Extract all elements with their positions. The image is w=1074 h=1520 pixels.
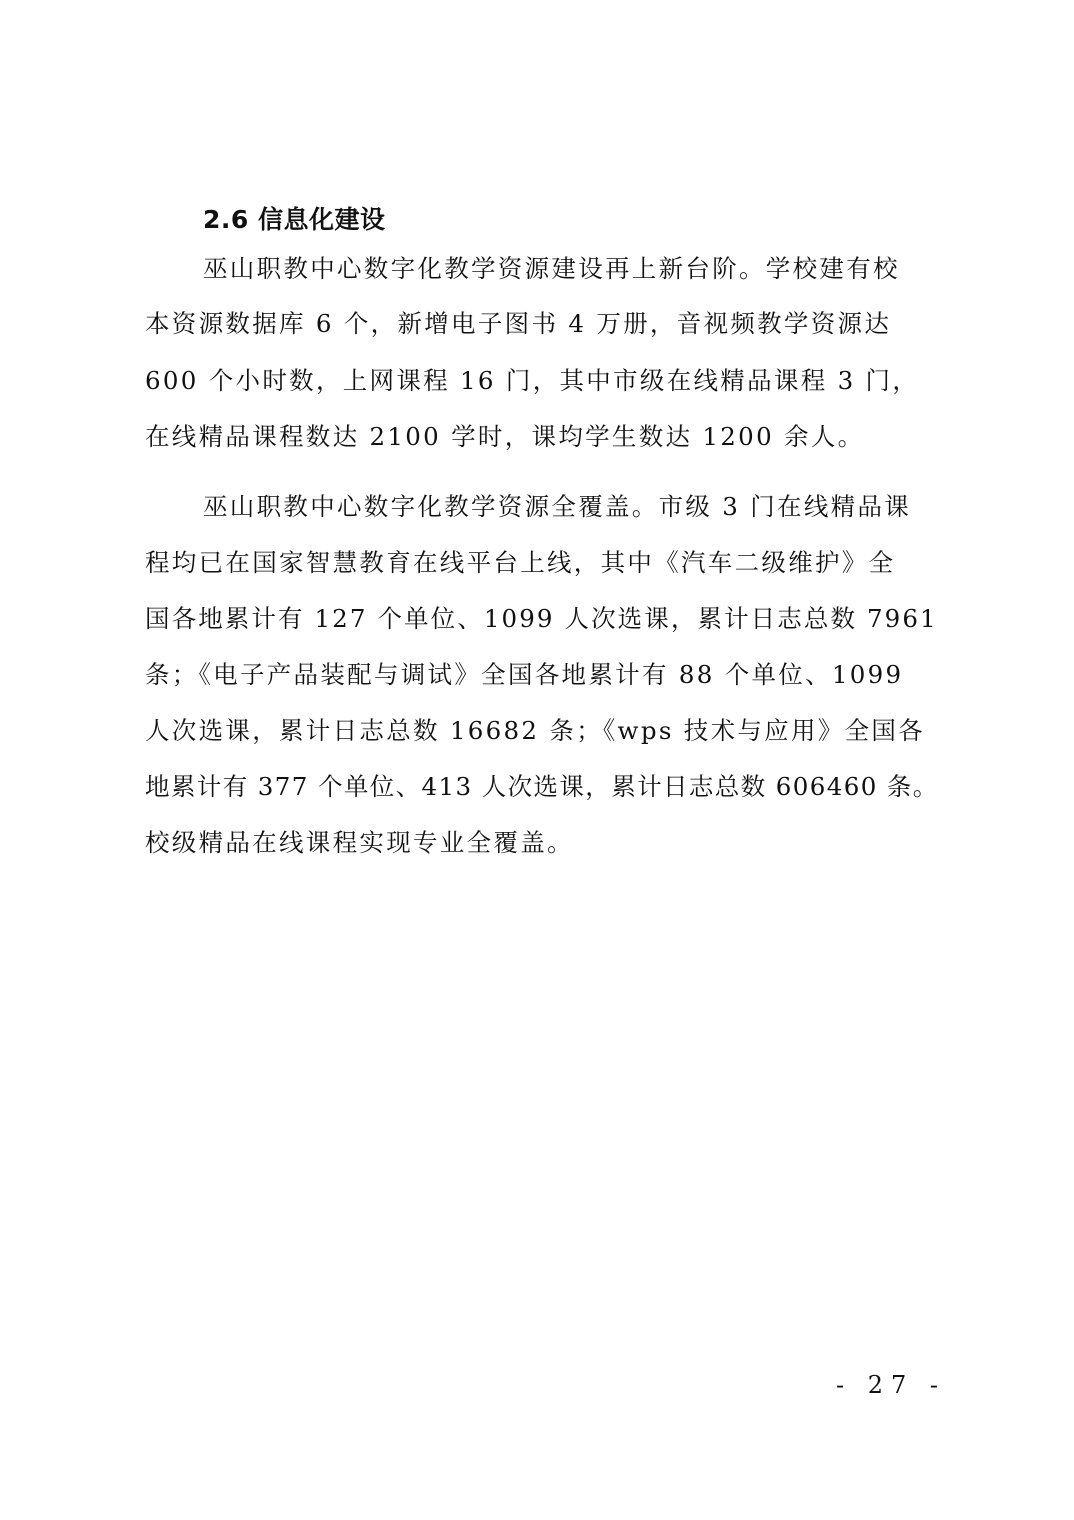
paragraph-1-line-3: 600 个小时数，上网课程 16 门，其中市级在线精品课程 3 门， bbox=[145, 366, 920, 395]
paragraph-1-line-4: 在线精品课程数达 2100 学时，课均学生数达 1200 余人。 bbox=[145, 422, 865, 451]
paragraph-2-line-6: 地累计有 377 个单位、413 人次选课，累计日志总数 606460 条。 bbox=[145, 772, 939, 801]
paragraph-2-line-4: 条；《电子产品装配与调试》全国各地累计有 88 个单位、1099 bbox=[145, 660, 904, 689]
paragraph-1-line-2: 本资源数据库 6 个，新增电子图书 4 万册，音视频教学资源达 bbox=[145, 309, 892, 338]
paragraph-2-line-2: 程均已在国家智慧教育在线平台上线，其中《汽车二级维护》全 bbox=[145, 548, 896, 577]
paragraph-2-line-5: 人次选课，累计日志总数 16682 条；《wps 技术与应用》全国各 bbox=[145, 716, 925, 745]
paragraph-1-line-1: 巫山职教中心数字化教学资源建设再上新台阶。学校建有校 bbox=[203, 254, 900, 283]
page-number: - 27 - bbox=[836, 1371, 947, 1399]
section-heading: 2.6 信息化建设 bbox=[203, 205, 386, 234]
paragraph-2-line-1: 巫山职教中心数字化教学资源全覆盖。市级 3 门在线精品课 bbox=[203, 492, 912, 521]
paragraph-2-line-7: 校级精品在线课程实现专业全覆盖。 bbox=[145, 828, 574, 857]
paragraph-2-line-3: 国各地累计有 127 个单位、1099 人次选课，累计日志总数 7961 bbox=[145, 604, 938, 633]
